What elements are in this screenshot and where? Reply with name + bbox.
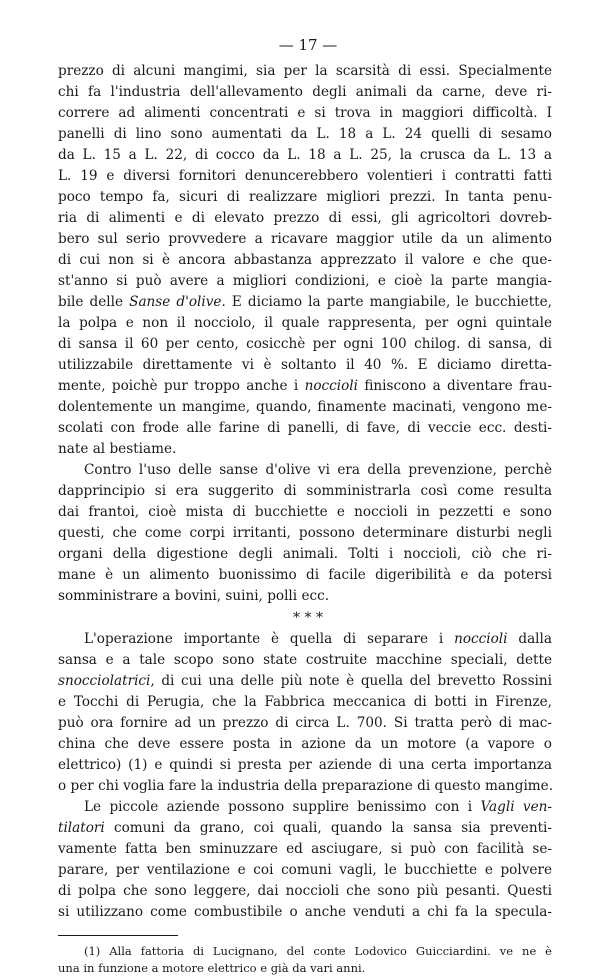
page-number: — 17 — xyxy=(278,36,338,54)
footnote-rule xyxy=(58,935,178,936)
text-line: può ora fornire ad un prezzo di circa L. 700. Si tratta però di mac- xyxy=(58,715,552,731)
text-line: bero sul serio provvedere a ricavare maggior utile da un alimento xyxy=(58,231,552,247)
text-line: la polpa e non il nocciolo, il quale rappresenta, per ogni quintale xyxy=(58,315,552,331)
text-line: si utilizzano come combustibile o anche venduti a chi fa la specula- xyxy=(58,904,552,920)
text-line: L. 19 e diversi fornitori denuncerebbero volentieri i contratti fatti xyxy=(58,168,552,184)
text-line: questi, che come corpi irritanti, possono determinare disturbi negli xyxy=(58,525,552,541)
text-line: di sansa il 60 per cento, cosicchè per ogni 100 chilog. di sansa, di xyxy=(58,336,552,352)
text-line: panelli di lino sono aumentati da L. 18 a L. 24 quelli di sesamo xyxy=(58,126,552,142)
text-line: dai frantoi, cioè mista di bucchiette e noccioli in pezzetti e sono xyxy=(58,504,552,520)
text-line: e Tocchi di Perugia, che la Fabbrica meccanica di botti in Firenze, xyxy=(58,694,552,710)
text-line: vamente fatta ben sminuzzare ed asciugare, si può con facilità se- xyxy=(58,841,552,857)
footnote-line: una in funzione a motore elettrico e già da vari anni. xyxy=(58,961,366,975)
text-line: parare, per ventilazione e coi comuni vagli, le bucchiette e polvere xyxy=(58,862,552,878)
text-line: o per chi voglia fare la industria della preparazione di questo mangime. xyxy=(58,778,554,794)
text-line: da L. 15 a L. 22, di cocco da L. 18 a L. 25, la crusca da L. 13 a xyxy=(58,147,552,163)
text-line: china che deve essere posta in azione da un motore (a vapore o xyxy=(58,736,552,752)
text-line: mente, poichè pur troppo anche i noccioli finiscono a diventare frau- xyxy=(58,378,552,394)
text-line: Contro l'uso delle sanse d'olive vi era della prevenzione, perchè xyxy=(84,462,552,478)
text-line: st'anno si può avere a migliori condizioni, e cioè la parte mangia- xyxy=(58,273,552,289)
text-line: dapprincipio si era suggerito di somministrarla così come resulta xyxy=(58,483,552,499)
text-line: di polpa che sono leggere, dai noccioli che sono più pesanti. Questi xyxy=(58,883,552,899)
text-line: poco tempo fa, sicuri di realizzare migliori prezzi. In tanta penu- xyxy=(58,189,552,205)
text-line: prezzo di alcuni mangimi, sia per la scarsità di essi. Specialmente xyxy=(58,63,552,79)
text-line: utilizzabile direttamente vi è soltanto il 40 %. E diciamo diretta- xyxy=(58,357,552,373)
text-line: sansa e a tale scopo sono state costruite macchine speciali, dette xyxy=(58,652,552,668)
text-line: scolati con frode alle farine di panelli, di fave, di veccie ecc. desti- xyxy=(58,420,552,436)
text-line: chi fa l'industria dell'allevamento degli animali da carne, deve ri- xyxy=(58,84,552,100)
text-line: somministrare a bovini, suini, polli ecc. xyxy=(58,588,330,604)
text-line: Le piccole aziende possono supplire benissimo con i Vagli ven- xyxy=(84,799,552,815)
text-line: ria di alimenti e di elevato prezzo di essi, gli agricoltori dovreb- xyxy=(58,210,552,226)
text-line: correre ad alimenti concentrati e si trova in maggiori difficoltà. I xyxy=(58,105,552,121)
footnote-line: (1) Alla fattoria di Lucignano, del conte Lodovico Guicciardini. ve ne è xyxy=(84,944,552,958)
text-line: elettrico) (1) e quindi si presta per aziende di una certa importanza xyxy=(58,757,552,773)
text-line: dolentemente un mangime, quando, finamente macinati, vengono me- xyxy=(58,399,552,415)
section-separator: * * * xyxy=(293,610,323,626)
text-line: L'operazione importante è quella di separare i noccioli dalla xyxy=(84,631,552,647)
text-line: di cui non si è ancora abbastanza apprezzato il valore e che que- xyxy=(58,252,552,268)
text-line: tilatori comuni da grano, coi quali, quando la sansa sia preventi- xyxy=(58,820,552,836)
text-line: bile delle Sanse d'olive. E diciamo la parte mangiabile, le bucchiette, xyxy=(58,294,552,310)
text-line: snocciolatrici, di cui una delle più note è quella del brevetto Rossini xyxy=(58,673,552,689)
text-line: mane è un alimento buonissimo di facile digeribilità e da potersi xyxy=(58,567,552,583)
text-line: organi della digestione degli animali. Tolti i noccioli, ciò che ri- xyxy=(58,546,552,562)
text-line: nate al bestiame. xyxy=(58,441,177,457)
